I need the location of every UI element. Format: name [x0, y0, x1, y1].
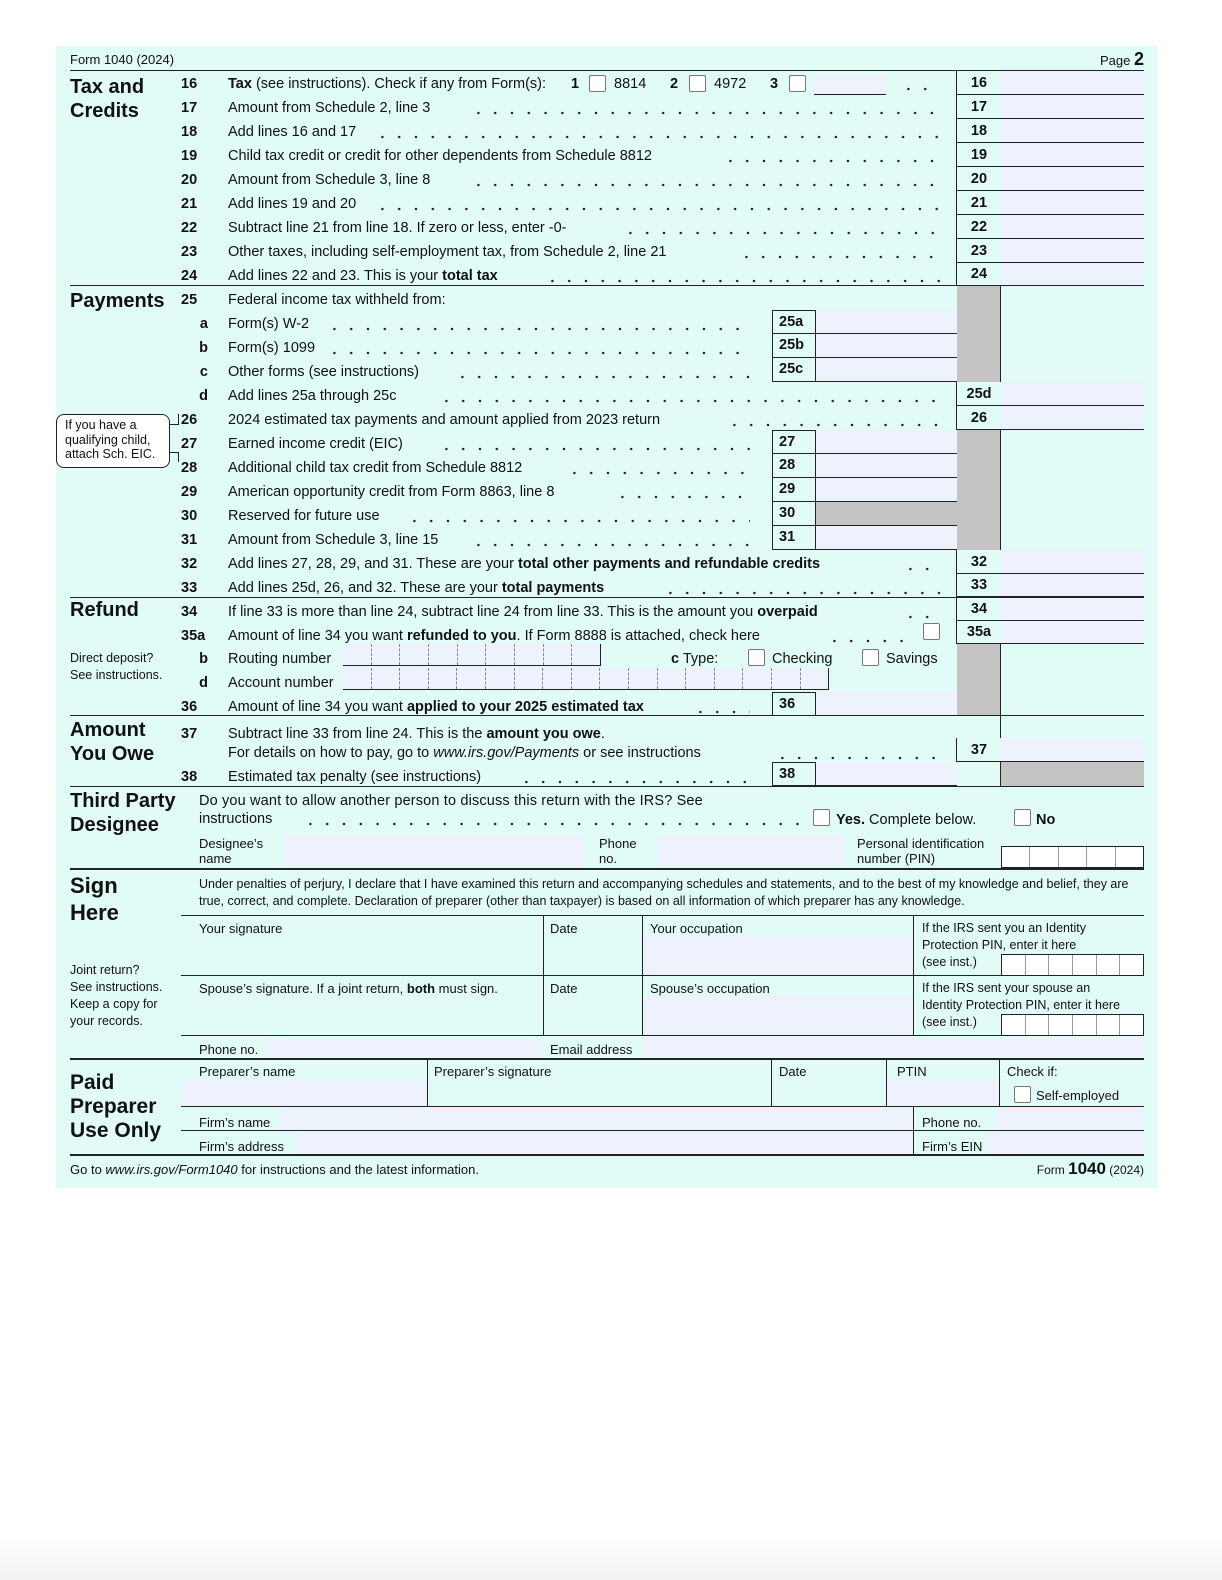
line-21-text: Add lines 19 and 20: [228, 196, 357, 212]
checkbox-savings[interactable]: [862, 649, 879, 666]
line-26-num: 26: [181, 412, 198, 428]
line-box-38: 38: [772, 762, 816, 786]
leader-dots: [470, 183, 940, 187]
checkbox-form-8888[interactable]: [923, 623, 940, 640]
spouse-sig-bold: both: [406, 981, 436, 996]
phone-input[interactable]: [266, 1037, 542, 1057]
amount-line-22[interactable]: [1001, 215, 1144, 239]
phone-label: Phone no.: [199, 1042, 259, 1057]
footer-form-word: Form: [1036, 1163, 1069, 1177]
footer-form-num: 1040: [1068, 1159, 1106, 1178]
line-35c-text: Type:: [682, 651, 719, 667]
leader-dots: [374, 135, 940, 139]
amount-line-23[interactable]: [1001, 239, 1144, 263]
eic-bracket: [178, 414, 179, 424]
designee-name-label: [199, 837, 263, 866]
line-25c-text: Other forms (see instructions): [228, 364, 419, 380]
designee-name-input[interactable]: [284, 835, 584, 867]
amount-line-26[interactable]: [1001, 406, 1144, 430]
line-box-24: 24: [956, 263, 1001, 286]
section-third-party-designee: Third Party Designee: [70, 790, 176, 836]
checkbox-designee-no[interactable]: [1014, 809, 1031, 826]
line-35c-label: [671, 652, 718, 667]
rule-preparer-row: [181, 1106, 1144, 1107]
line-box-17: 17: [956, 95, 1001, 119]
amount-line-34[interactable]: [1001, 598, 1144, 621]
line-16-form-number-input[interactable]: [814, 75, 886, 95]
leader-dots: [566, 471, 750, 475]
line-37-label: [228, 727, 605, 742]
page-num: 2: [1133, 49, 1144, 69]
line-box-16: 16: [956, 71, 1001, 95]
line-box-20: 20: [956, 167, 1001, 191]
section-tax-and-credits: Tax and Credits: [70, 76, 145, 122]
footer-instructions: [70, 1163, 479, 1176]
line-33-text: Add lines 25d, 26, and 32. These are your: [228, 580, 502, 596]
direct-deposit-note: Direct deposit? See instructions.: [70, 651, 163, 682]
line-21-num: 21: [181, 196, 198, 212]
amount-line-31[interactable]: [816, 526, 957, 550]
ptin-input[interactable]: [887, 1080, 999, 1106]
amount-line-25c[interactable]: [816, 358, 957, 382]
firm-phone-input[interactable]: [996, 1108, 1144, 1130]
preparer-col-line: [999, 1059, 1000, 1107]
line-22-text: Subtract line 21 from line 18. If zero or less, enter -0-: [228, 220, 567, 236]
rule-preparer-row: [181, 1130, 1144, 1131]
line-box-25a: 25a: [772, 310, 816, 334]
section-sign-here: Sign Here: [70, 873, 119, 925]
line-35c-letter: c: [671, 651, 680, 667]
line-box-18: 18: [956, 119, 1001, 143]
shaded-35: [957, 644, 1000, 716]
line-37-bold: amount you owe: [486, 726, 601, 742]
firm-phone-label: Phone no.: [922, 1115, 982, 1130]
line-31-num: 31: [181, 532, 198, 548]
line-box-19: 19: [956, 143, 1001, 167]
firm-ein-label: Firm’s EIN: [922, 1139, 983, 1154]
line-24-text: Add lines 22 and 23. This is your: [228, 268, 443, 284]
your-date-label: Date: [550, 921, 578, 936]
preparer-date-label: Date: [779, 1064, 807, 1079]
leader-dots: [326, 327, 750, 331]
line-box-29: 29: [772, 478, 816, 502]
line-34-bold: overpaid: [757, 604, 818, 620]
line-27-num: 27: [181, 436, 198, 452]
line-16-num: 16: [181, 76, 198, 92]
line-34-text: If line 33 is more than line 24, subtract line 24 from line 33. This is the amount you: [228, 604, 758, 620]
line-25-num: 25: [181, 292, 198, 308]
line-34-num: 34: [181, 604, 198, 620]
ip-pin-label: If the IRS sent you an Identity Protection PIN, enter it here (see inst.): [922, 921, 1086, 969]
amount-line-18[interactable]: [1001, 119, 1144, 143]
leader-dots: [622, 231, 940, 235]
rule-sign-row: [181, 975, 1144, 976]
leader-dots: [302, 822, 800, 826]
leader-dots: [438, 447, 750, 451]
routing-number-input[interactable]: [343, 644, 601, 666]
check-if-label: Check if:: [1007, 1064, 1058, 1079]
checkbox-8814[interactable]: [589, 75, 606, 92]
your-occupation-input[interactable]: [643, 936, 913, 975]
line-25d-text: Add lines 25a through 25c: [228, 388, 397, 404]
line-box-23: 23: [956, 239, 1001, 263]
checkbox-form-3[interactable]: [789, 75, 806, 92]
form-1040-page-2: [56, 46, 1158, 1188]
designee-yes-text: Complete below.: [865, 812, 977, 828]
line-37-period: .: [600, 726, 605, 742]
amount-line-27[interactable]: [816, 430, 957, 454]
spouse-occupation-input[interactable]: [643, 996, 913, 1035]
line-31-text: Amount from Schedule 3, line 15: [228, 532, 439, 548]
line-32-num: 32: [181, 556, 198, 572]
leader-dots: [518, 780, 750, 784]
line-29-num: 29: [181, 484, 198, 500]
shaded-27-31: [957, 430, 1000, 550]
leader-dots: [470, 111, 940, 115]
line-25a-text: Form(s) W-2: [228, 316, 310, 332]
line-35b-text: Routing number: [228, 651, 332, 667]
preparer-col-line: [771, 1059, 772, 1107]
firm-address-input[interactable]: [296, 1132, 913, 1154]
firm-name-label: Firm’s name: [199, 1115, 271, 1130]
spouse-sig-text-a: Spouse’s signature. If a joint return,: [199, 981, 407, 996]
line-16-opt1-num: 1: [571, 76, 580, 92]
amount-line-19[interactable]: [1001, 143, 1144, 167]
line-36-text: Amount of line 34 you want: [228, 699, 407, 715]
line-16-opt3-num: 3: [770, 76, 779, 92]
line-30-num: 30: [181, 508, 198, 524]
preparer-col-line: [913, 1107, 914, 1155]
amount-line-21[interactable]: [1001, 191, 1144, 215]
leader-dots: [692, 710, 750, 714]
line-35a-label: [228, 629, 760, 644]
rule-sign-preparer: [70, 1058, 1144, 1060]
spouse-signature-label: [199, 982, 498, 995]
your-ip-pin-input[interactable]: [1001, 954, 1144, 976]
leader-dots: [470, 543, 750, 547]
line-25d-letter: d: [199, 388, 208, 404]
leader-dots: [774, 756, 940, 760]
designee-pin-label: [857, 837, 984, 866]
checkbox-designee-yes[interactable]: [813, 809, 830, 826]
line-box-25d: 25d: [956, 382, 1001, 406]
firm-ein-input[interactable]: [986, 1132, 1144, 1154]
line-23-text: Other taxes, including self-employment tax, from Schedule 2, line 21: [228, 244, 667, 260]
amount-line-20[interactable]: [1001, 167, 1144, 191]
amount-line-24[interactable]: [1001, 263, 1144, 286]
line-box-33: 33: [956, 574, 1001, 597]
form-id: Form 1040 (2024): [70, 52, 175, 67]
designee-pin-l2: number (PIN): [857, 850, 936, 866]
line-26-text: 2024 estimated tax payments and amount applied from 2023 return: [228, 412, 661, 428]
line-box-30: 30: [772, 502, 816, 526]
leader-dots: [902, 567, 940, 571]
line-20-text: Amount from Schedule 3, line 8: [228, 172, 431, 188]
footer-goto: Go to: [70, 1162, 106, 1177]
line-38-num: 38: [181, 769, 198, 785]
line-33-bold: total payments: [501, 580, 605, 596]
rule-owe-designee: [70, 786, 1144, 787]
amount-line-38[interactable]: [816, 762, 957, 786]
line-35a-num: 35a: [181, 628, 206, 644]
line-37-text2b: or see instructions: [579, 745, 701, 761]
line-17-num: 17: [181, 100, 198, 116]
leader-dots: [738, 255, 940, 259]
firm-name-input[interactable]: [281, 1108, 913, 1130]
line-28-num: 28: [181, 460, 198, 476]
section-payments: Payments: [70, 290, 165, 312]
checkbox-4972[interactable]: [689, 75, 706, 92]
checkbox-self-employed[interactable]: [1014, 1086, 1031, 1103]
line-32-bold: total other payments and refundable credits: [517, 556, 821, 572]
designee-yes-label: [836, 813, 976, 828]
designee-no-label: No: [1036, 812, 1056, 828]
line-37-num: 37: [181, 726, 198, 742]
line-30-text: Reserved for future use: [228, 508, 380, 524]
line-25b-letter: b: [199, 340, 208, 356]
savings-label: Savings: [886, 651, 938, 667]
account-number-input[interactable]: [343, 668, 829, 690]
amount-line-35a[interactable]: [1001, 621, 1144, 644]
line-19-text: Child tax credit or credit for other dependents from Schedule 8812: [228, 148, 652, 164]
spouse-ip-pin-label: If the IRS sent your spouse an Identity Protection PIN, enter it here (see inst.): [922, 981, 1121, 1029]
leader-dots: [722, 159, 940, 163]
line-35a-text2: . If Form 8888 is attached, check here: [516, 628, 760, 644]
shaded-25: [957, 286, 1000, 382]
page-bottom-shade: [0, 1535, 1222, 1580]
amount-line-17[interactable]: [1001, 95, 1144, 119]
line-17-text: Amount from Schedule 2, line 3: [228, 100, 431, 116]
footer-rest: for instructions and the latest information.: [237, 1162, 479, 1177]
leader-dots: [726, 423, 940, 427]
rule-footer: [70, 1154, 1144, 1156]
preparer-name-label: Preparer’s name: [199, 1064, 296, 1079]
line-35b-letter: b: [199, 651, 208, 667]
page-label: Page: [1100, 53, 1134, 68]
leader-dots: [614, 495, 750, 499]
line-35d-letter: d: [199, 675, 208, 691]
spouse-ip-pin-input[interactable]: [1001, 1014, 1144, 1036]
line-box-37: 37: [956, 738, 1001, 762]
designee-phone-l1: Phone: [599, 836, 637, 851]
line-16-opt2-num: 2: [670, 76, 679, 92]
amount-line-32[interactable]: [1001, 550, 1144, 574]
line-37-details: [228, 746, 701, 761]
line-16-bold: Tax: [228, 76, 252, 92]
leader-dots: [454, 375, 750, 379]
checking-label: Checking: [772, 651, 833, 667]
amount-line-16[interactable]: [1001, 71, 1144, 95]
line-16-text: (see instructions). Check if any from Form(s):: [255, 76, 547, 92]
line-29-text: American opportunity credit from Form 8863, line 8: [228, 484, 555, 500]
rule-sign-row: [181, 915, 1144, 916]
line-24-num: 24: [181, 268, 198, 284]
leader-dots: [406, 519, 750, 523]
amount-line-36[interactable]: [816, 692, 957, 716]
eic-bracket: [169, 424, 179, 425]
line-36-bold: applied to your 2025 estimated tax: [406, 699, 644, 715]
amount-line-25b[interactable]: [816, 334, 957, 358]
line-16-label: [228, 77, 546, 92]
line-24-label: [228, 269, 498, 284]
line-22-num: 22: [181, 220, 198, 236]
leader-dots: [662, 591, 940, 595]
your-occupation-label: Your occupation: [650, 921, 743, 936]
form1040-link[interactable]: www.irs.gov/Form1040: [105, 1162, 238, 1177]
designee-yes-bold: Yes.: [836, 812, 866, 828]
line-33-label: [228, 581, 604, 596]
line-25c-letter: c: [199, 364, 208, 380]
designee-question: Do you want to allow another person to discuss this return with the IRS? See: [199, 793, 703, 809]
leader-dots: [438, 399, 940, 403]
designee-phone-input[interactable]: [657, 835, 843, 867]
amount-line-25a[interactable]: [816, 310, 957, 334]
amount-line-28[interactable]: [816, 454, 957, 478]
line-16-opt1-label: 8814: [614, 76, 647, 92]
line-box-32: 32: [956, 550, 1001, 574]
line-32-label: [228, 557, 820, 572]
designee-pin-l1: Personal identification: [857, 836, 985, 851]
section-refund: Refund: [70, 599, 139, 621]
line-25b-text: Form(s) 1099: [228, 340, 316, 356]
checkbox-checking[interactable]: [748, 649, 765, 666]
designee-question-2: instructions: [199, 811, 273, 827]
leader-dots: [374, 207, 940, 211]
line-37-text: Subtract line 33 from line 24. This is the: [228, 726, 487, 742]
shaded-38: [1001, 762, 1144, 786]
ptin-label: PTIN: [897, 1064, 927, 1079]
footer-year: (2024): [1105, 1163, 1144, 1177]
designee-phone-l2: no.: [599, 850, 618, 866]
amount-line-25d[interactable]: [1001, 382, 1144, 406]
eic-bracket: [178, 452, 179, 462]
designee-name-l1: Designee’s: [199, 836, 264, 851]
line-19-num: 19: [181, 148, 198, 164]
line-box-21: 21: [956, 191, 1001, 215]
spouse-sig-text-b: must sign.: [435, 981, 498, 996]
line-box-27: 27: [772, 430, 816, 454]
rule-designee-sign: [70, 868, 1144, 870]
designee-pin-input[interactable]: [1001, 846, 1144, 868]
leader-dots: [900, 87, 936, 91]
section-paid-preparer: Paid Preparer Use Only: [70, 1071, 162, 1142]
eic-note: If you have a qualifying child, attach Sch. EIC.: [56, 414, 170, 468]
leader-dots: [544, 279, 940, 283]
line-27-text: Earned income credit (EIC): [228, 436, 403, 452]
email-input[interactable]: [642, 1037, 1144, 1057]
rule-refund-owe: [70, 715, 1144, 716]
line-box-31: 31: [772, 526, 816, 550]
line-35a-text1: Amount of line 34 you want: [228, 628, 407, 644]
leader-dots: [902, 615, 940, 619]
line-35a-bold: refunded to you: [406, 628, 517, 644]
section-amount-you-owe: Amount You Owe: [70, 719, 155, 765]
designee-phone-label: [599, 837, 637, 866]
line-33-num: 33: [181, 580, 198, 596]
line-16-opt2-label: 4972: [714, 76, 747, 92]
line-28-text: Additional child tax credit from Schedule 8812: [228, 460, 523, 476]
line-box-35a: 35a: [956, 621, 1001, 644]
line-25-text: Federal income tax withheld from:: [228, 292, 446, 308]
shaded-30: [816, 502, 957, 526]
firm-address-label: Firm’s address: [199, 1139, 285, 1154]
amount-line-37[interactable]: [1001, 738, 1144, 762]
line-36-label: [228, 700, 644, 715]
line-25a-letter: a: [199, 316, 208, 332]
line-box-25c: 25c: [772, 358, 816, 382]
rule-sign-row: [181, 1035, 1144, 1036]
line-38-text: Estimated tax penalty (see instructions): [228, 769, 482, 785]
amount-line-29[interactable]: [816, 478, 957, 502]
line-36-num: 36: [181, 699, 198, 715]
irs-payments-link[interactable]: www.irs.gov/Payments: [433, 745, 580, 761]
line-24-bold: total tax: [442, 268, 498, 284]
line-box-36: 36: [772, 692, 816, 716]
line-box-28: 28: [772, 454, 816, 478]
amount-line-33[interactable]: [1001, 574, 1144, 597]
line-37-text2a: For details on how to pay, go to: [228, 745, 434, 761]
line-box-22: 22: [956, 215, 1001, 239]
line-32-text: Add lines 27, 28, 29, and 31. These are your: [228, 556, 518, 572]
designee-name-l2: name: [199, 850, 232, 866]
footer-form-id: [1037, 1160, 1144, 1178]
line-18-text: Add lines 16 and 17: [228, 124, 357, 140]
line-box-25b: 25b: [772, 334, 816, 358]
leader-dots: [326, 351, 750, 355]
line-20-num: 20: [181, 172, 198, 188]
line-box-34: 34: [956, 598, 1001, 621]
email-label: Email address: [550, 1042, 633, 1057]
spouse-date-label: Date: [550, 981, 578, 996]
perjury-statement: Under penalties of perjury, I declare that I have examined this return and accompanying schedules and statements, and to the best of my knowledge and belief, they are true, correct, and complete. Declaration of preparer (other than taxpayer) is based on all information of which preparer has any knowledge.: [199, 877, 1129, 908]
line-18-num: 18: [181, 124, 198, 140]
preparer-signature-label: Preparer’s signature: [434, 1064, 552, 1079]
joint-return-note: Joint return? See instructions. Keep a copy for your records.: [70, 963, 163, 1028]
page-number: [1100, 50, 1144, 69]
preparer-name-input[interactable]: [182, 1080, 427, 1106]
rule-tax-payments: [70, 285, 1144, 286]
line-34-label: [228, 605, 818, 620]
spouse-occupation-label: Spouse’s occupation: [650, 981, 770, 996]
self-employed-label: Self-employed: [1036, 1088, 1120, 1103]
line-35d-text: Account number: [228, 675, 334, 691]
line-23-num: 23: [181, 244, 198, 260]
leader-dots: [826, 639, 914, 643]
line-box-26: 26: [956, 406, 1001, 430]
preparer-col-line: [427, 1059, 428, 1107]
your-signature-label: Your signature: [199, 921, 283, 936]
